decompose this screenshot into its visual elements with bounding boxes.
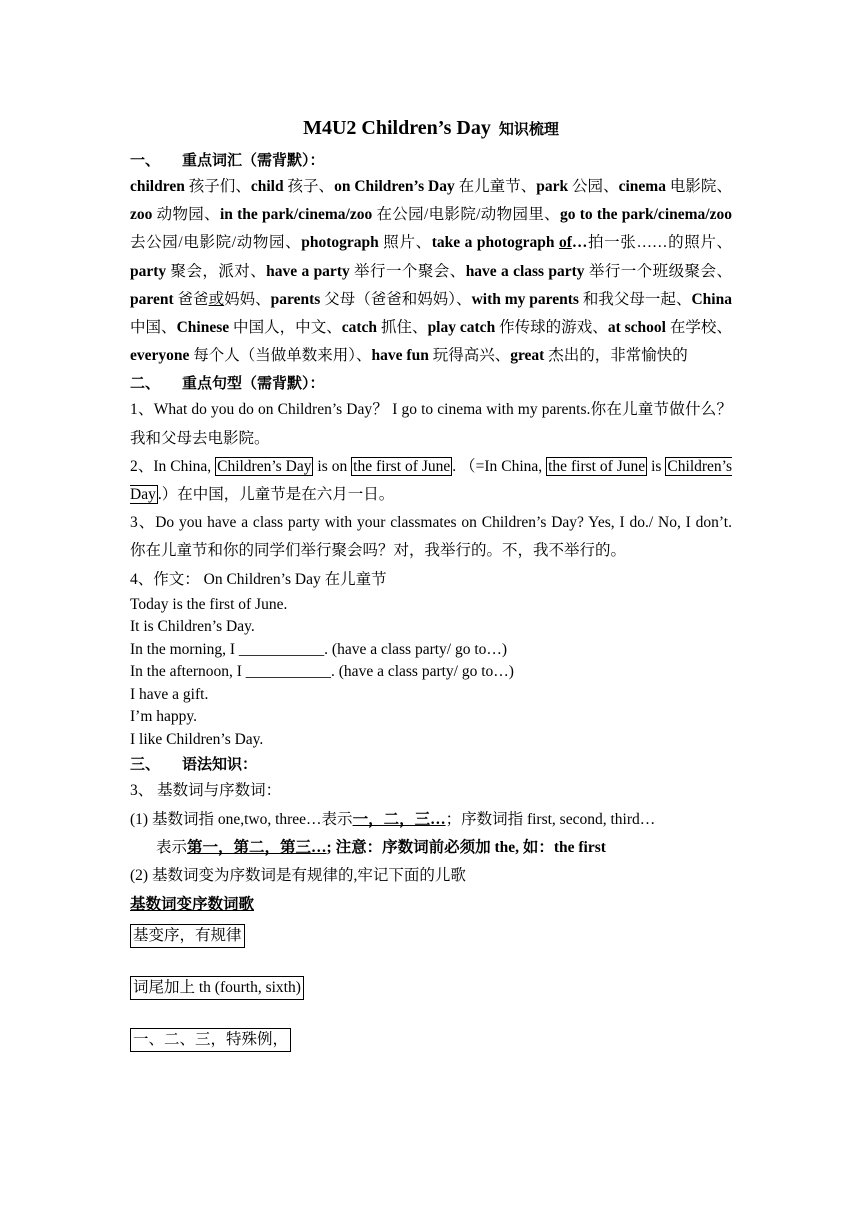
grammar-point-1-cont [130,834,732,862]
note-text: ; 注意：序数词前必须加 the, 如：the first [326,838,606,856]
vocab-term: have a class party [465,262,585,280]
vocab-meaning: 父母（爸爸和妈妈）、 [320,290,472,308]
text-run: is [647,457,666,475]
vocab-term: zoo [130,206,153,224]
vocab-meaning: 杰出的，非常愉快的 [544,347,688,365]
song-line: 词尾加上 th (fourth, sixth) [130,976,304,1000]
text-run: . （=In China, [452,457,547,475]
vocab-meaning: 和我父母一起、 [578,290,692,308]
vocab-term: party [130,262,167,280]
song-line: 基变序，有规律 [130,924,245,948]
section-number: 三、 [130,755,161,774]
vocab-term: parent [130,290,174,308]
vocab-meaning: 举行一个聚会、 [349,262,466,280]
vocab-term: catch [341,319,378,337]
text-run: ；序数词指 first, second, third… [445,810,656,828]
vocab-term: take a photograph [431,234,559,252]
vocab-term: with my parents [471,290,579,308]
vocab-term: Chinese [176,319,230,337]
vocab-meaning: 在儿童节、 [454,178,537,195]
vocab-meaning: 玩得高兴、 [428,347,511,365]
underlined-term: 一，二，三… [352,810,446,828]
vocab-term: child [250,178,284,195]
vocab-meaning: 照片、 [378,234,432,252]
title-main: M4U2 Children’s Day [303,117,491,139]
essay-line: Today is the first of June. [130,595,288,613]
section-heading-sentences [130,370,732,396]
grammar-point-1 [130,806,732,834]
vocab-meaning: 公园、 [568,178,619,195]
vocab-term: at school [607,319,666,337]
underlined-term: 第一，第二，第三… [187,838,327,856]
text-run: is on [313,457,352,475]
vocab-meaning: 或 [208,290,225,308]
section-label: 重点词汇（需背默）： [182,151,325,169]
text-run: .）在中国，儿童节是在六月一日。 [157,486,395,504]
vocab-meaning: 聚会，派对、 [166,262,267,280]
vocab-term: children [130,178,185,195]
vocab-meaning: 在学校、 [665,319,732,337]
vocab-term: in the park/cinema/zoo [219,206,373,224]
vocab-term: … [571,234,588,252]
vocab-term: cinema [618,178,666,195]
essay-line: I’m happy. [130,708,198,726]
document-page [130,112,732,1074]
song-line: 一、二、三，特殊例， [130,1028,291,1052]
text-run: 2、In China, [130,457,216,475]
section-heading-grammar [130,751,732,777]
essay-line: I have a gift. [130,685,209,703]
vocab-term: have a party [266,262,350,280]
section-label: 语法知识： [182,755,258,774]
vocab-meaning: 作传球的游戏、 [495,319,608,337]
song-line-row [130,976,732,1022]
section-number: 一、 [130,151,161,169]
vocab-term: park [536,178,569,195]
vocab-meaning: 举行一个班级聚会、 [584,262,732,280]
vocab-meaning: 去公园/电影院/动物园、 [130,234,302,252]
sentence-4: 4、作文： On Children’s Day 在儿童节 [130,570,387,588]
vocab-term: go to the park/cinema/zoo [560,206,732,224]
vocab-meaning: 拍一张……的照片、 [587,234,732,252]
essay-line: In the morning, I ___________. (have a class party/ go to…) [130,640,508,658]
essay-line: It is Children’s Day. [130,618,255,636]
vocab-term: have fun [371,347,429,365]
vocab-meaning: 中国、 [130,319,177,337]
vocab-meaning: 妈妈、 [224,290,271,308]
boxed-term: Children’s Day [217,457,312,475]
song-line-row [130,924,732,970]
vocab-meaning: 每个人（当做单数来用）、 [189,347,372,365]
document-title [130,112,732,145]
section-number: 二、 [130,374,161,393]
vocab-meaning: 爸爸 [173,290,209,308]
vocab-term: on Children’s Day [334,178,455,195]
section-label: 重点句型（需背默）： [182,374,325,393]
vocab-meaning: 孩子们、 [184,178,251,195]
vocab-term: parents [270,290,321,308]
boxed-term: the first of June [548,457,646,475]
sentence-1: 1、What do you do on Children’s Day？ I go to cinema with my parents.你在儿童节做什么？我和父母去电影院。 [130,401,732,447]
essay-block [130,594,732,752]
boxed-term: Children’s Day [130,457,733,504]
vocab-paragraph [130,173,732,370]
grammar-title: 3、 基数词与序数词： [130,782,282,800]
title-sub: 知识梳理 [498,120,559,138]
essay-line: In the afternoon, I ___________. (have a class party/ go to…) [130,663,514,681]
vocab-meaning: 抓住、 [377,319,428,337]
vocab-meaning: 动物园、 [152,206,220,224]
vocab-meaning: 电影院、 [665,178,732,195]
section-heading-vocab [130,147,732,173]
vocab-term: great [510,347,545,365]
sentence-3: 3、Do you have a class party with your classmates on Children’s Day? Yes, I do./ No, I don’t. 你在儿童节和你的同学们举行聚会吗？对，我举行的。不，我不举行的。 [130,514,732,560]
essay-line: I like Children’s Day. [130,730,264,748]
song-title: 基数词变序数词歌 [130,895,255,914]
vocab-meaning: 中国人，中文、 [229,319,342,337]
song-line-row [130,1028,732,1074]
vocab-meaning: 在公园/电影院/动物园里、 [372,206,561,224]
grammar-point-2: (2) 基数词变为序数词是有规律的,牢记下面的儿歌 [130,866,466,884]
vocab-term: of [558,234,572,252]
vocab-term: play catch [427,319,496,337]
vocab-meaning: 孩子、 [283,178,335,195]
vocab-term: everyone [130,347,190,365]
text-run: 表示 [156,838,188,856]
sentence-2 [130,453,732,509]
vocab-term: China [691,290,732,308]
boxed-term: the first of June [353,457,451,475]
vocab-term: photograph [301,234,379,252]
text-run: (1) 基数词指 one,two, three…表示 [130,810,353,828]
